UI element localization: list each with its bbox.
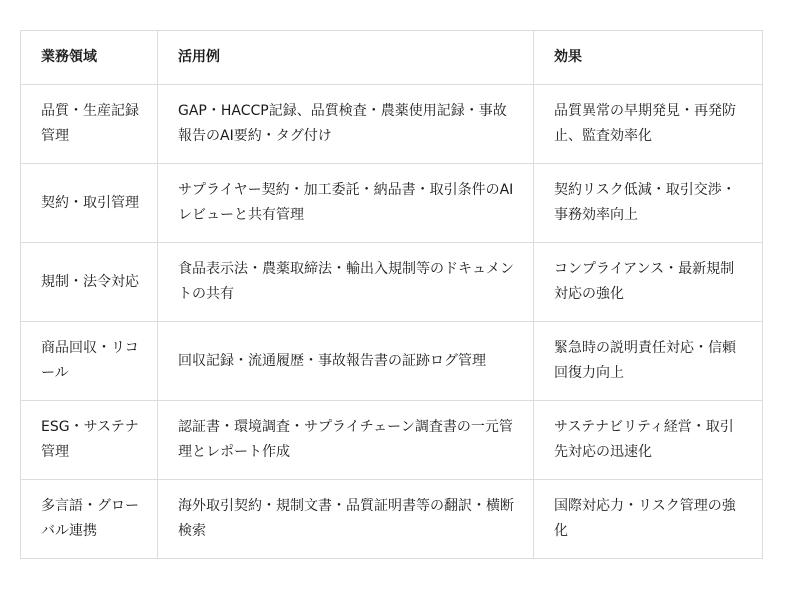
effect-cell: サステナビリティ経営・取引先対応の迅速化 [534, 401, 763, 480]
use-case-cell: 食品表示法・農薬取締法・輸出入規制等のドキュメントの共有 [158, 243, 534, 322]
business-area-cell: 商品回収・リコール [21, 322, 158, 401]
table-body [21, 85, 763, 559]
effect-cell: 緊急時の説明責任対応・信頼回復力向上 [534, 322, 763, 401]
table-row [21, 85, 763, 164]
header-use-case: 活用例 [158, 31, 534, 85]
business-area-cell: 規制・法令対応 [21, 243, 158, 322]
use-case-cell: 海外取引契約・規制文書・品質証明書等の翻訳・横断検索 [158, 480, 534, 559]
effect-cell: 品質異常の早期発見・再発防止、監査効率化 [534, 85, 763, 164]
effect-cell: 国際対応力・リスク管理の強化 [534, 480, 763, 559]
use-case-cell: 回収記録・流通履歴・事故報告書の証跡ログ管理 [158, 322, 534, 401]
business-area-cell: ESG・サステナ管理 [21, 401, 158, 480]
business-area-cell: 品質・生産記録管理 [21, 85, 158, 164]
effect-cell: コンプライアンス・最新規制対応の強化 [534, 243, 763, 322]
business-area-cell: 契約・取引管理 [21, 164, 158, 243]
business-area-cell: 多言語・グローバル連携 [21, 480, 158, 559]
use-case-cell: GAP・HACCP記録、品質検査・農薬使用記録・事故報告のAI要約・タグ付け [158, 85, 534, 164]
table-row [21, 480, 763, 559]
table-row [21, 243, 763, 322]
business-use-table [20, 30, 763, 559]
business-use-table-container [20, 30, 762, 559]
use-case-cell: 認証書・環境調査・サプライチェーン調査書の一元管理とレポート作成 [158, 401, 534, 480]
effect-cell: 契約リスク低減・取引交渉・事務効率向上 [534, 164, 763, 243]
use-case-cell: サプライヤー契約・加工委託・納品書・取引条件のAIレビューと共有管理 [158, 164, 534, 243]
header-business-area: 業務領域 [21, 31, 158, 85]
table-row [21, 164, 763, 243]
header-effect: 効果 [534, 31, 763, 85]
table-header [21, 31, 763, 85]
table-row [21, 401, 763, 480]
table-row [21, 322, 763, 401]
header-row [21, 31, 763, 85]
